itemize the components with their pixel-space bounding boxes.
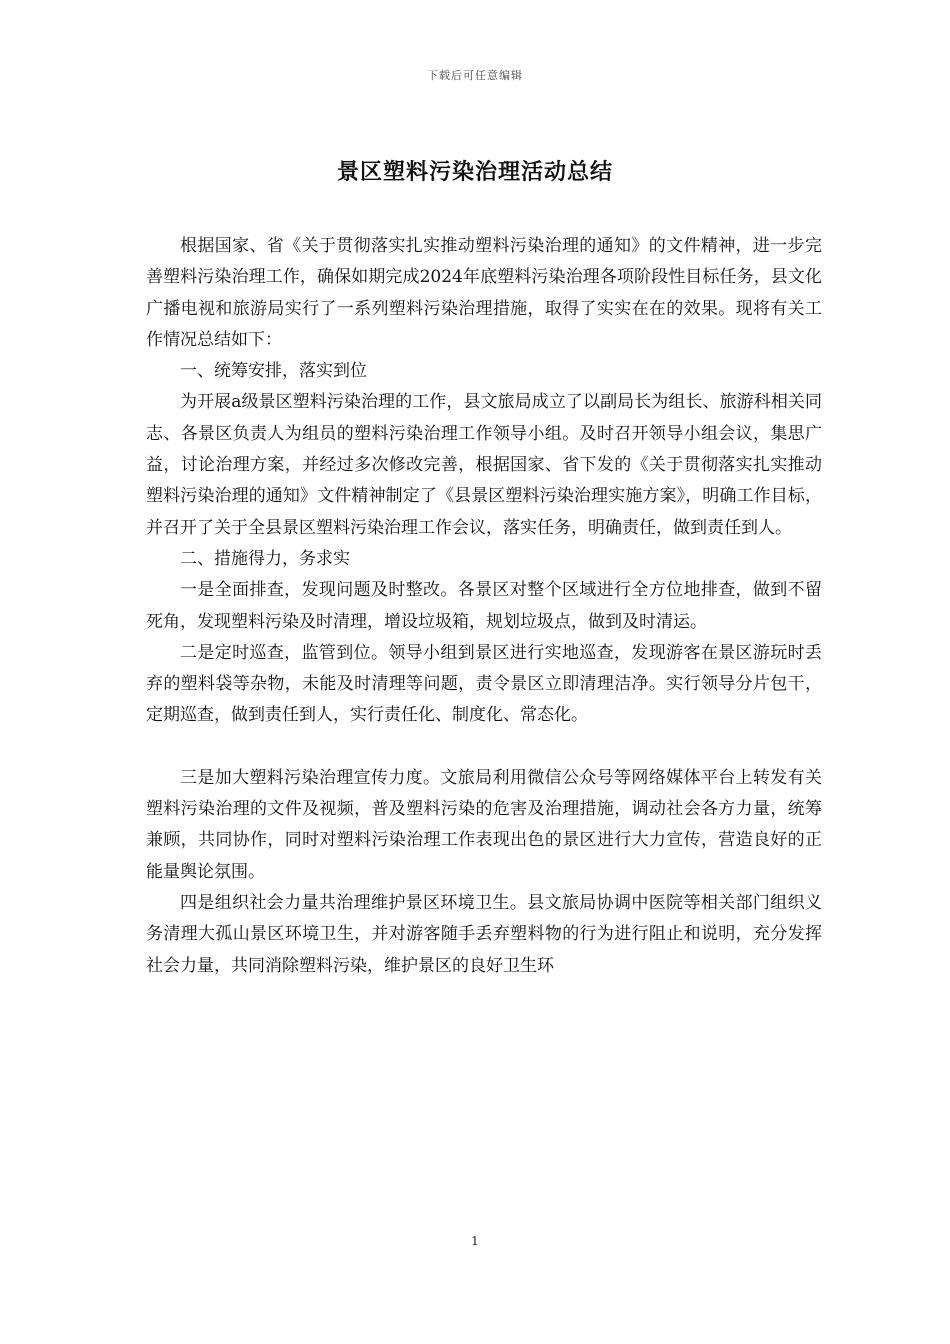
document-body [146, 231, 822, 982]
paragraph-measure-2: 二是定时巡查，监管到位。领导小组到景区进行实地巡查，发现游客在景区游玩时丢弃的塑料袋等杂物，未能及时清理等问题，责令景区立即清理洁净。实行领导分片包干，定期巡查，做到责任到人，实行责任化、制度化、常态化。 [146, 642, 822, 726]
paragraph-intro: 根据国家、省《关于贯彻落实扎实推动塑料污染治理的通知》的文件精神，进一步完善塑料污染治理工作，确保如期完成2024年底塑料污染治理各项阶段性目标任务，县文化广播电视和旅游局实行了一系列塑料污染治理措施，取得了实实在在的效果。现将有关工作情况总结如下： [146, 236, 822, 350]
paragraph-measure-3: 三是加大塑料污染治理宣传力度。文旅局利用微信公众号等网络媒体平台上转发有关塑料污染治理的文件及视频，普及塑料污染的危害及治理措施，调动社会各方力量，统筹兼顾，共同协作，同时对塑料污染治理工作表现出色的景区进行大力宣传，营造良好的正能量舆论氛围。 [146, 767, 822, 882]
document-title: 景区塑料污染治理活动总结 [336, 159, 613, 185]
paragraph-measure-1: 一是全面排查，发现问题及时整改。各景区对整个区域进行全方位地排查，做到不留死角，发现塑料污染及时清理，增设垃圾箱，规划垃圾点，做到及时清运。 [146, 580, 822, 632]
section-heading-1: 一、统筹安排，落实到位 [180, 361, 367, 382]
header-note: 下载后可任意编辑 [427, 69, 523, 82]
paragraph-section-1: 为开展a级景区塑料污染治理的工作，县文旅局成立了以副局长为组长、旅游科相关同志、各景区负责人为组员的塑料污染治理工作领导小组。及时召开领导小组会议，集思广益，讨论治理方案，并经过多次修改完善，根据国家、省下发的《关于贯彻落实扎实推动塑料污染治理的通知》文件精神制定了《县景区塑料污染治理实施方案》，明确工作目标，并召开了关于全县景区塑料污染治理工作会议，落实任务，明确责任，做到责任到人。 [146, 392, 822, 538]
page-number: 1 [471, 1234, 479, 1248]
section-heading-2: 二、措施得力，务求实 [180, 548, 350, 569]
paragraph-measure-4: 四是组织社会力量共治理维护景区环境卫生。县文旅局协调中医院等相关部门组织义务清理大孤山景区环境卫生，并对游客随手丢弃塑料物的行为进行阻止和说明，充分发挥社会力量，共同消除塑料污染，维护景区的良好卫生环 [146, 892, 822, 976]
blank-line [146, 732, 822, 763]
